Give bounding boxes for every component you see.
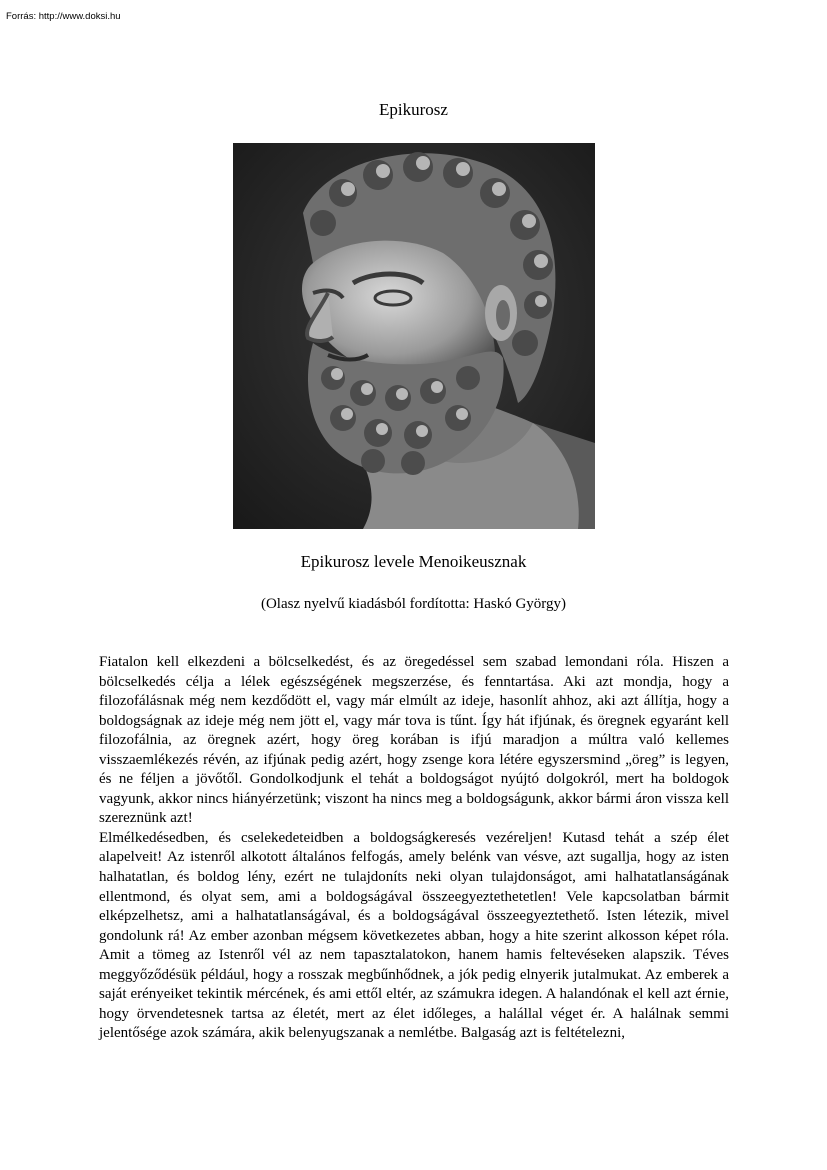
paragraph: Fiatalon kell elkezdeni a bölcselkedést, és az öregedéssel sem szabad lemondani róla. Hiszen a bölcselkedés célja a lélek egészségének megszerzése, és fenntartása. Aki azt mondja, hogy a filozofálásnak még nem kezdődött el, vagy már elmúlt az ideje, hasonlít ahhoz, aki azt állítja, hogy a boldogságnak az ideje még nem jött el, vagy már tova is tűnt. Így hát ifjúnak, és öregnek egyaránt kell filozofálnia, az öregnek azért, hogy öreg korában is ifjú maradjon a múltra való kellemes visszaemlékezés révén, az ifjúnak pedig azért, hogy zsenge kora létére egyszersmind „öreg” is legyen, és ne féljen a jövőtől. Gondolkodjunk el tehát a boldogságot nyújtó dolgokról, mert ha boldogok vagyunk, akkor nincs hiányérzetünk; viszont ha nincs meg a boldogságunk, akkor bármi áron vissza kell szereznünk azt! xyxy=(99,654,729,827)
portrait-image xyxy=(233,143,595,529)
translator-note: (Olasz nyelvű kiadásból fordította: Haskó György) xyxy=(260,596,567,612)
paragraph: Elmélkedésedben, és cselekedeteidben a boldogságkeresés vezéreljen! Kutasd tehát a szép élet alapelveit! Az istenről alkotott általános felfogás, amely belénk van vésve, azt sugallja, hogy az isten halhatatlan, és boldog lény, ezért ne tulajdoníts neki olyan tulajdonságot, ami halhatatlanságának ellentmond, és olyat sem, ami a boldogságával összeegyeztethetetlen! Vele kapcsolatban bármit elképzelhetsz, ami a halhatatlanságával, és a boldogságával összeegyeztethető. Isten létezik, mivel gondolunk rá! Az ember azonban mégsem következetes abban, hogy a hite szerint alkosson képet róla. Amit a tömeg az Istenről vél az nem tapasztalatokon, hanem hamis feltevéseken alapszik. Téves meggyőződésük például, hogy a rosszak megbűnhődnek, a jók pedig elnyerik jutalmukat. Az emberek a saját erényeiket tekintik mércének, és ami ettől eltér, az számukra idegen. A halandónak el kell azt érnie, hogy örvendetesnek tartsa az életét, mert az élet időleges, a halállal véget ér. A halálnak semmi jelentősége azok számára, akik belenyugszanak a nemlétbe. Balgaság azt is feltételezni, xyxy=(99,829,729,1042)
letter-body xyxy=(99,653,729,1044)
page-title: Epikurosz xyxy=(379,100,448,119)
letter-title: Epikurosz levele Menoikeusznak xyxy=(300,552,527,571)
source-url: Forrás: http://www.doksi.hu xyxy=(6,11,121,22)
